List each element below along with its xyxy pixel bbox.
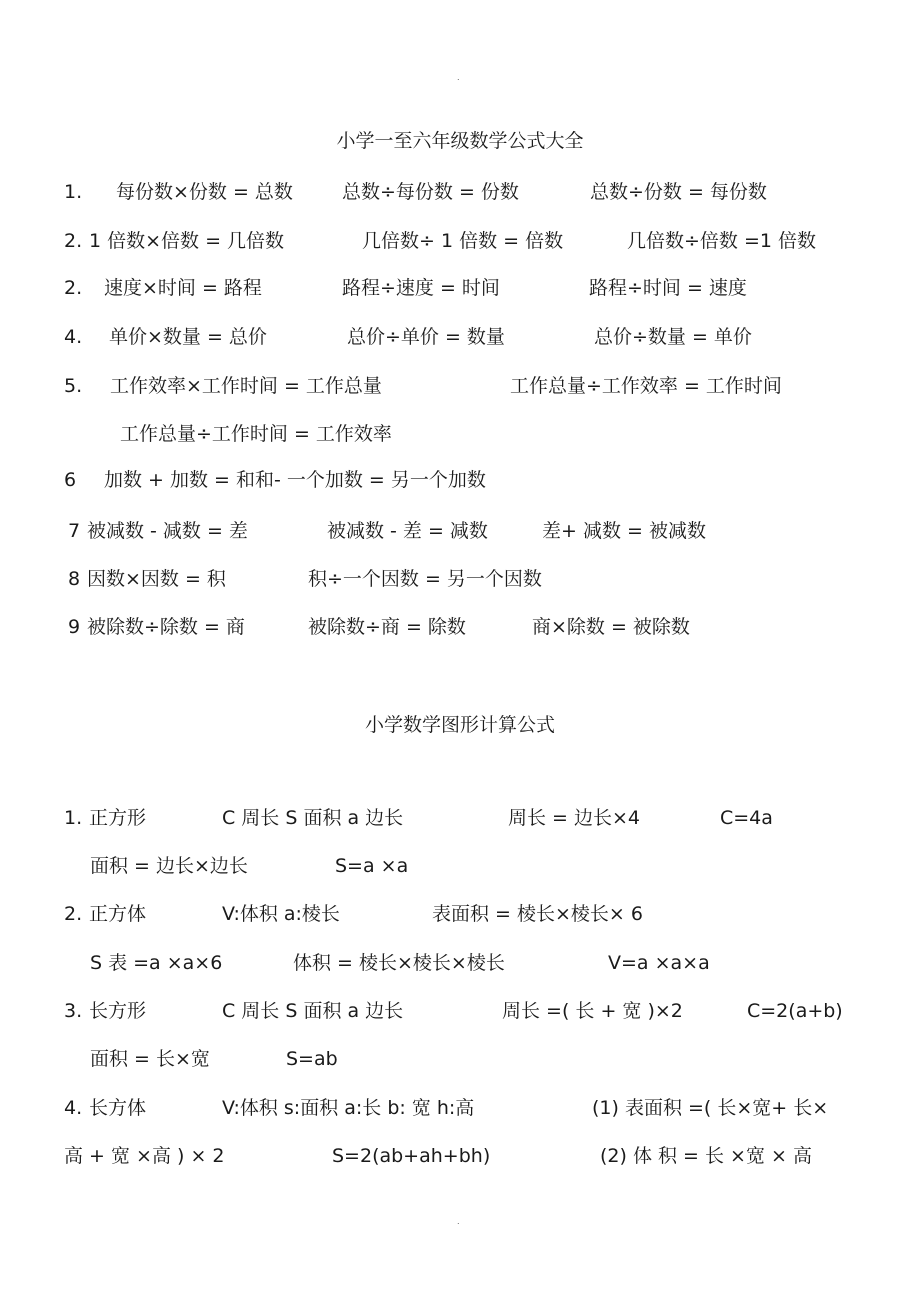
formula: V=a ×a×a — [608, 952, 710, 974]
formula: 1 倍数×倍数 = 几倍数 — [89, 230, 285, 252]
line-number: 5. — [64, 375, 83, 397]
header-mark: . — [457, 73, 460, 82]
formula: 因数×因数 = 积 — [87, 568, 226, 590]
formula: V:体积 s:面积 a:长 b: 宽 h:高 — [222, 1097, 475, 1119]
line-number: 2. — [64, 903, 83, 925]
formula: 总价÷单价 = 数量 — [347, 326, 505, 348]
formula: S=2(ab+ah+bh) — [332, 1145, 491, 1167]
formula: 被除数÷商 = 除数 — [308, 616, 466, 638]
formula: S 表 =a ×a×6 — [90, 952, 223, 974]
line-number: 9 — [68, 616, 81, 638]
formula: 被减数 - 减数 = 差 — [87, 520, 248, 542]
formula-line — [0, 177, 920, 207]
formula: 几倍数÷ 1 倍数 = 倍数 — [362, 230, 564, 252]
line-number: 4. — [64, 326, 83, 348]
formula-line — [0, 1044, 920, 1074]
formula: S=ab — [286, 1048, 338, 1070]
formula: (2) 体 积 = 长 ×宽 × 高 — [600, 1145, 812, 1167]
formula: 工作总量÷工作效率 = 工作时间 — [510, 375, 782, 397]
formula-line — [0, 1141, 920, 1171]
formula: C=4a — [720, 807, 773, 829]
shape-name: 正方形 — [89, 807, 147, 829]
formula-line — [0, 996, 920, 1026]
formula-line — [0, 612, 920, 642]
formula: 总数÷每份数 = 份数 — [342, 181, 519, 203]
formula: 速度×时间 = 路程 — [104, 277, 262, 299]
formula: 积÷一个因数 = 另一个因数 — [308, 568, 542, 590]
formula-line — [0, 516, 920, 546]
formula: 工作总量÷工作时间 = 工作效率 — [120, 423, 392, 445]
shape-name: 正方体 — [89, 903, 147, 925]
formula-line — [0, 851, 920, 881]
formula-line — [0, 273, 920, 303]
line-number: 6 — [64, 469, 77, 491]
formula: 每份数×份数 = 总数 — [116, 181, 293, 203]
formula: 路程÷时间 = 速度 — [589, 277, 747, 299]
formula: (1) 表面积 =( 长×宽+ 长× — [592, 1097, 829, 1119]
formula: 总价÷数量 = 单价 — [594, 326, 752, 348]
line-number: 2. — [64, 277, 83, 299]
footer-mark: . — [457, 1217, 460, 1226]
line-number: 3. — [64, 1000, 83, 1022]
formula: 总数÷份数 = 每份数 — [590, 181, 767, 203]
formula-line — [0, 465, 920, 495]
formula: 高 + 宽 ×高 ) × 2 — [64, 1145, 225, 1167]
formula: 路程÷速度 = 时间 — [342, 277, 500, 299]
formula: 商×除数 = 被除数 — [532, 616, 690, 638]
formula: 被减数 - 差 = 减数 — [327, 520, 488, 542]
line-number: 4. — [64, 1097, 83, 1119]
formula: 面积 = 长×宽 — [90, 1048, 210, 1070]
formula: 几倍数÷倍数 =1 倍数 — [627, 230, 817, 252]
section2-title: 小学数学图形计算公式 — [364, 714, 555, 736]
formula: 周长 = 边长×4 — [508, 807, 641, 829]
formula-line — [0, 322, 920, 352]
formula: 周长 =( 长 + 宽 )×2 — [502, 1000, 683, 1022]
formula: 被除数÷除数 = 商 — [87, 616, 245, 638]
formula-line — [0, 371, 920, 401]
line-number: 1. — [64, 807, 83, 829]
formula: 面积 = 边长×边长 — [90, 855, 248, 877]
section1-title: 小学一至六年级数学公式大全 — [336, 130, 584, 152]
formula: S=a ×a — [335, 855, 409, 877]
line-number: 7 — [68, 520, 81, 542]
formula-line — [0, 803, 920, 833]
line-number: 8 — [68, 568, 81, 590]
line-number: 1. — [64, 181, 83, 203]
formula-line — [0, 1093, 920, 1123]
formula: C 周长 S 面积 a 边长 — [222, 807, 404, 829]
formula: V:体积 a:棱长 — [222, 903, 340, 925]
formula: 单价×数量 = 总价 — [109, 326, 267, 348]
shape-name: 长方体 — [89, 1097, 147, 1119]
formula: 表面积 = 棱长×棱长× 6 — [432, 903, 643, 925]
formula-line — [0, 419, 920, 449]
formula-line — [0, 226, 920, 256]
formula: C 周长 S 面积 a 边长 — [222, 1000, 404, 1022]
formula: 体积 = 棱长×棱长×棱长 — [293, 952, 505, 974]
formula-line — [0, 899, 920, 929]
formula: 工作效率×工作时间 = 工作总量 — [110, 375, 382, 397]
formula: C=2(a+b) — [747, 1000, 843, 1022]
line-number: 2. — [64, 230, 83, 252]
formula-line — [0, 564, 920, 594]
formula: 加数 + 加数 = 和和- 一个加数 = 另一个加数 — [104, 469, 486, 491]
formula-line — [0, 948, 920, 978]
shape-name: 长方形 — [89, 1000, 147, 1022]
formula: 差+ 减数 = 被减数 — [542, 520, 706, 542]
